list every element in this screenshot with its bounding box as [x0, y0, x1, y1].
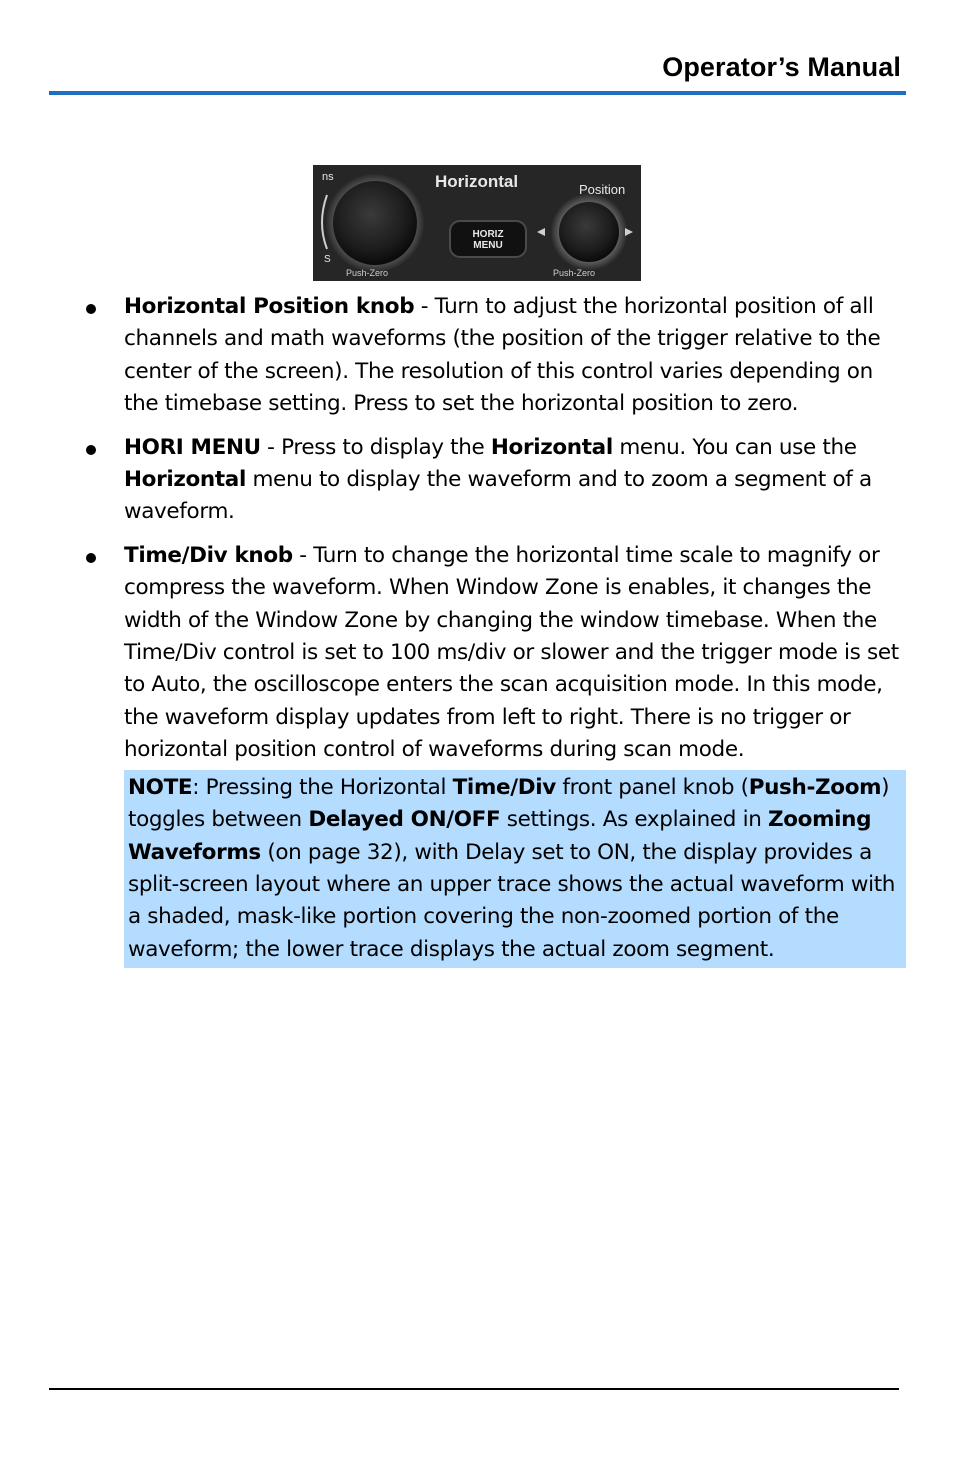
- bullet-text: - Turn to change the horizontal time scale to magnify or compress the waveform. When Window Zone is enables, it changes the width of the Window Zone by changing the window timebase. When the Time/Div control is set to 100 ms/div or slower and the trigger mode is set to Auto, the oscilloscope enters the scan acquisition mode. In this mode, the waveform display updates from left to right. There is no trigger or horizontal position control of waveforms during scan mode.: [124, 542, 899, 763]
- panel-s-label: S: [324, 254, 331, 265]
- horiz-menu-line1: HORIZ: [472, 229, 504, 240]
- page-content: [86, 291, 906, 968]
- panel-position-label: Position: [579, 182, 626, 197]
- header-rule: [49, 91, 906, 95]
- panel-push-zero-right: Push-Zero: [553, 268, 596, 278]
- note-text: ) toggles between: [128, 774, 890, 833]
- bullet-text: - Press to display the: [260, 434, 491, 460]
- bullet-bold: Horizontal: [124, 467, 246, 493]
- note-bold: Time/Div: [452, 774, 556, 800]
- note-bold: Push-Zoom: [748, 774, 882, 800]
- note-bold: Delayed ON/OFF: [308, 807, 501, 833]
- footer-rule: [49, 1388, 899, 1390]
- bullet-text: menu. You can use the: [612, 434, 857, 460]
- panel-ns-label: ns: [322, 171, 334, 183]
- bullet-icon: [86, 553, 96, 563]
- bullet-text: menu to display the waveform and to zoom a segment of a waveform.: [124, 467, 872, 525]
- bullet-term: Time/Div knob: [124, 542, 293, 568]
- page-header-title: Operator’s Manual: [662, 52, 901, 82]
- note-text: (on page 32), with Delay set to ON, the display provides a split-screen layout where an upper trace shows the actual waveform with a shaded, mask-like portion covering the non-zoomed portion of the waveform; the lower trace displays the actual zoom segment.: [128, 839, 896, 962]
- note-bold: Zooming Waveforms: [128, 807, 872, 865]
- control-description-list: [86, 291, 906, 767]
- list-item: [86, 540, 906, 767]
- bullet-bold: Horizontal: [490, 434, 613, 460]
- bullet-text: - Turn to adjust the horizontal position of all channels and math waveforms (the position of the trigger relative to the center of the screen). The resolution of this control varies depending on the timebase setting. Press to set the horizontal position to zero.: [124, 294, 881, 417]
- time-div-knob: [333, 181, 417, 265]
- note-text: front panel knob (: [555, 774, 749, 800]
- bullet-term: HORI MENU: [124, 434, 261, 460]
- note-text: : Pressing the Horizontal: [192, 774, 453, 800]
- note-label: NOTE: [128, 774, 193, 800]
- panel-push-zero-left: Push-Zero: [346, 268, 389, 278]
- horizontal-panel-drawing: [313, 165, 641, 281]
- note-text: settings. As explained in: [500, 807, 768, 833]
- bullet-icon: [86, 445, 96, 455]
- note-box: [124, 770, 906, 968]
- horiz-menu-line2: MENU: [473, 240, 503, 251]
- panel-title: Horizontal: [435, 172, 519, 191]
- list-item: [86, 291, 906, 421]
- horizontal-panel-image: [313, 165, 641, 281]
- bullet-term: Horizontal Position knob: [124, 294, 415, 319]
- bullet-icon: [86, 304, 96, 314]
- position-knob: [559, 202, 619, 262]
- list-item: [86, 432, 906, 529]
